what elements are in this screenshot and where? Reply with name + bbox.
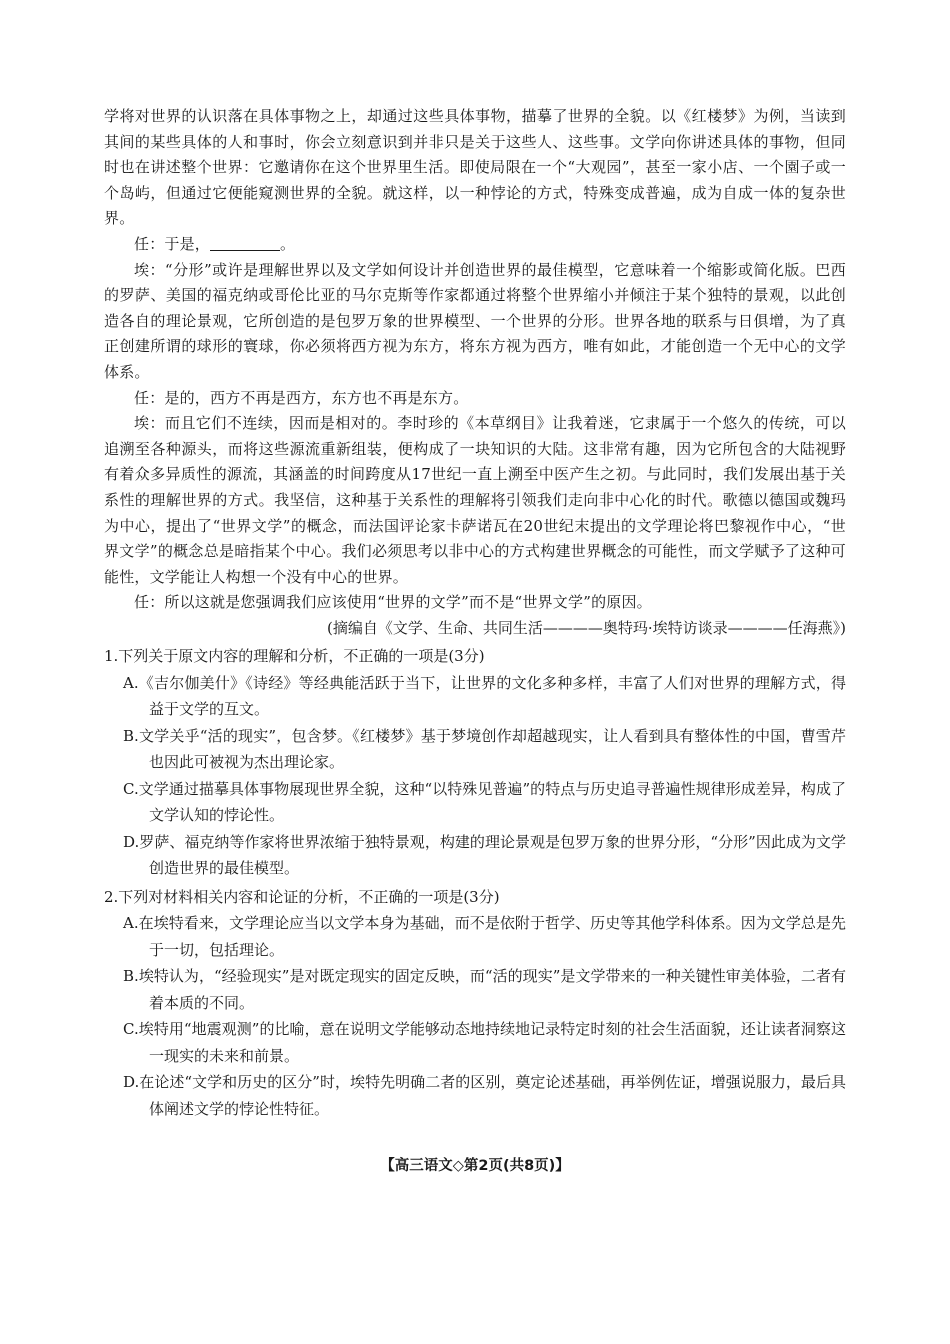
- question-1: [104, 643, 846, 882]
- paragraph-relational: 埃：而且它们不连续，因而是相对的。李时珍的《本草纲目》让我着迷，它隶属于一个悠久的传统，可以追溯至各种源头，而将这些源流重新组装，便构成了一块知识的大陆。这非常有趣，因为它所包含的大陆视野有着众多异质性的源流，其涵盖的时间跨度从17世纪一直上溯至中医产生之初。与此同时，我们发展出基于关系性的理解世界的方式。我坚信，这种基于关系性的理解将引领我们走向非中心化的时代。歌德以德国或魏玛为中心，提出了“世界文学”的概念，而法国评论家卡萨诺瓦在20世纪末提出的文学理论将巴黎视作中心，“世界文学”的概念总是暗指某个中心。我们必须思考以非中心的方式构建世界概念的可能性，而文学赋予了这种可能性，文学能让人构想一个没有中心的世界。: [104, 414, 846, 586]
- option-c: C.文学通过描摹具体事物展现世界全貌，这种“以特殊见普遍”的特点与历史追寻普遍性规律形成差异，构成了文学认知的悖论性。: [123, 779, 846, 825]
- option-c: C.埃特用“地震观测”的比喻，意在说明文学能够动态地持续地记录特定时刻的社会生活面貌，还让读者洞察这一现实的未来和前景。: [123, 1020, 846, 1065]
- option-d: D.罗萨、福克纳等作家将世界浓缩于独特景观，构建的理论景观是包罗万象的世界分形，“分形”因此成为文学创造世界的最佳模型。: [123, 832, 846, 878]
- option-b: B.埃特认为，“经验现实”是对既定现实的固定反映，而“活的现实”是文学带来的一种关键性审美体验，二者有着本质的不同。: [123, 967, 846, 1012]
- option-b: B.文学关乎“活的现实”，包含梦。《红楼梦》基于梦境创作却超越现实，让人看到具有整体性的中国，曹雪芹也因此可被视为杰出理论家。: [123, 726, 846, 772]
- option-d: D.在论述“文学和历史的区分”时，埃特先明确二者的区别，奠定论述基础，再举例佐证，增强说服力，最后具体阐述文学的悖论性特征。: [123, 1073, 846, 1118]
- source-citation: (摘编自《文学、生命、共同生活————奥特玛·埃特访谈录————任海燕》): [327, 618, 846, 637]
- paragraph-east-west: 任：是的，西方不再是西方，东方也不再是东方。: [134, 388, 469, 407]
- page-footer: 【高三语文◇第2页(共8页)】: [380, 1158, 570, 1174]
- option-a: A.《吉尔伽美什》《诗经》等经典能活跃于当下，让世界的文化多种多样，丰富了人们对世界的理解方式，得益于文学的互文。: [123, 673, 846, 719]
- fill-blank-prompt: 任：于是，: [134, 234, 211, 253]
- fill-blank-line: [104, 232, 846, 258]
- blank-line: [210, 236, 280, 251]
- paragraph-world-literature: 任：所以这就是您强调我们应该使用“世界的文学”而不是“世界文学”的原因。: [134, 593, 652, 612]
- question-2: [104, 884, 846, 1123]
- question-stem: 1.下列关于原文内容的理解和分析，不正确的一项是(3分): [104, 647, 485, 666]
- paragraph-intro: 学将对世界的认识落在具体事物之上，却通过这些具体事物，描摹了世界的全貌。以《红楼梦》为例，当读到其间的某些具体的人和事时，你会立刻意识到并非只是关于这些人、这些事。文学向你讲述具体的事物，但同时也在讲述整个世界：它邀请你在这个世界里生活。即使局限在一个“大观园”，甚至一家小店、一个園子或一个岛屿，但通过它便能窥测世界的全貌。就这样，以一种悖论的方式，特殊变成普遍，成为自成一体的复杂世界。: [104, 107, 846, 228]
- question-stem: 2.下列对材料相关内容和论证的分析，不正确的一项是(3分): [104, 887, 500, 906]
- paragraph-fractal: 埃：“分形”或许是理解世界以及文学如何设计并创造世界的最佳模型，它意味着一个缩影或简化版。巴西的罗萨、美国的福克纳或哥伦比亚的马尔克斯等作家都通过将整个世界缩小并倾注于某个独特的景观，以此创造各自的理论景观，它所创造的是包罗万象的世界模型、一个世界的分形。世界各地的联系与日俱增，为了真正创建所谓的球形的寰球，你必须将西方视为东方，将东方视为西方，唯有如此，才能创造一个无中心的文学体系。: [104, 260, 846, 381]
- page-body: [104, 104, 846, 1122]
- option-a: A.在埃特看来，文学理论应当以文学本身为基础，而不是依附于哲学、历史等其他学科体系。因为文学总是先于一切，包括理论。: [123, 914, 846, 959]
- fill-blank-end: 。: [280, 234, 296, 253]
